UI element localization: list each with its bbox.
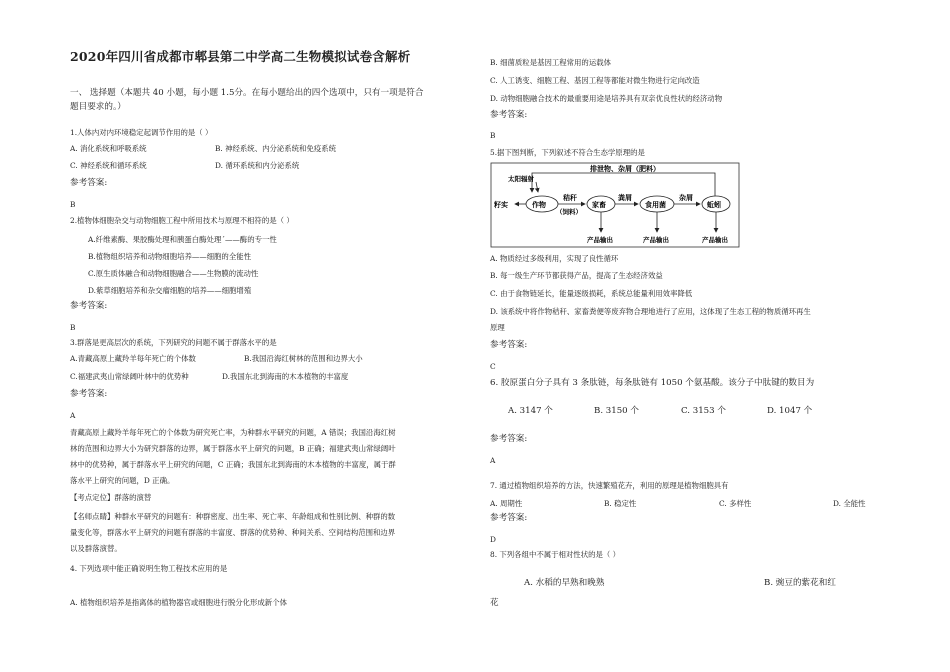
section-heading-line2: 题目要求的。）	[70, 102, 126, 112]
q8-option-b: B. 豌豆的紫花和红	[764, 578, 836, 588]
q1-option-c: C. 神经系统和循环系统	[70, 161, 147, 170]
q5-answer-label: 参考答案:	[490, 340, 528, 350]
q4-option-d: D. 动物细胞融合技术的最重要用途是培养具有双亲优良性状的经济动物	[490, 94, 723, 103]
manure-arrow	[532, 173, 715, 196]
q2-answer: B	[70, 323, 76, 332]
q6-option-a: A. 3147 个	[508, 406, 553, 416]
q1-option-d: D. 循环系统和内分泌系统	[215, 161, 300, 170]
section-heading-line1: 一、 选择题（本题共 40 小题，每小题 1.5分。在每小题给出的四个选项中，只有一项是符合	[70, 88, 424, 98]
q1-answer: B	[70, 200, 76, 209]
q3-tip-3: 以及群落演替。	[70, 544, 122, 553]
crop-label: 作物	[532, 201, 546, 209]
fungus-label: 食用菌	[645, 201, 666, 209]
seed-label: 籽实	[494, 201, 508, 209]
q2-option-c: C.原生质体融合和动物细胞融合——生物膜的流动性	[88, 269, 259, 278]
q3-explanation-4: 落水平上研究的问题，D 正确。	[70, 476, 175, 485]
q6-answer-label: 参考答案:	[490, 434, 528, 444]
q3-stem: 3.群落是更高层次的系统，下列研究的问题不属于群落水平的是	[70, 338, 277, 347]
sun-label: 太阳辐射	[508, 175, 534, 183]
livestock-label: 家畜	[592, 201, 606, 209]
q6-option-d: D. 1047 个	[767, 406, 813, 416]
q3-option-c: C.福建武夷山常绿阔叶林中的优势种	[70, 372, 189, 381]
worm-label: 蚯蚓	[707, 201, 721, 209]
q7-answer: D	[490, 535, 496, 544]
q5-answer: C	[490, 362, 496, 371]
q4-option-b: B. 细菌质粒是基因工程常用的运载体	[490, 58, 611, 67]
scrap-label: 杂屑	[679, 194, 693, 202]
q7-option-b: B. 稳定性	[604, 499, 637, 508]
q6-option-b: B. 3150 个	[594, 406, 639, 416]
q2-stem: 2.植物体细胞杂交与动物细胞工程中所用技术与原理不相符的是（ ）	[70, 216, 294, 225]
q7-stem: 7. 通过植物组织培养的方法，快速繁殖花卉，利用的原理是植物细胞具有	[490, 481, 729, 490]
q3-tip-2: 量变化等，群落水平上研究的问题有群落的丰富度、群落的优势种、种间关系、空间结构范围和边界	[70, 528, 396, 537]
sun-arrow	[536, 182, 538, 192]
ecology-diagram	[490, 162, 740, 248]
q3-answer: A	[70, 411, 76, 420]
q3-option-a: A.青藏高原上藏羚羊每年死亡的个体数	[70, 354, 196, 363]
q4-option-a: A. 植物组织培养是指离体的植物器官或细胞进行脱分化形成新个体	[70, 598, 287, 607]
output-label-3: 产品输出	[702, 236, 728, 244]
q3-tip-1: 【名师点睛】种群水平研究的问题有：种群密度、出生率、死亡率、年龄组成和性别比例、种群的数	[70, 512, 396, 521]
output-label-2: 产品输出	[643, 236, 669, 244]
q3-explanation-3: 林中的优势种，属于群落水平上研究的问题，C 正确；我国东北到海南的木本植物的丰富度，属于群	[70, 460, 396, 469]
q6-option-c: C. 3153 个	[681, 406, 726, 416]
q1-option-b: B. 神经系统、内分泌系统和免疫系统	[215, 144, 336, 153]
q8-stem: 8. 下列各组中不属于相对性状的是（ ）	[490, 550, 621, 559]
manure-label: 排泄物、杂屑（肥料）	[590, 165, 660, 173]
q3-option-d: D.我国东北到海南的木本植物的丰富度	[222, 372, 349, 381]
q5-option-c: C. 由于食物链延长，能量逐级损耗，系统总能量利用效率降低	[490, 289, 693, 298]
q2-option-a: A.纤维素酶、果胶酶处理和胰蛋白酶处理´——酶的专一性	[88, 235, 277, 244]
q6-stem: 6. 胶原蛋白分子具有 3 条肽链，每条肽链有 1050 个氨基酸。该分子中肽键的数目为	[490, 378, 815, 388]
q3-explanation-2: 林的范围和边界大小为研究群落的边界，属于群落水平上研究的问题，B 正确；福建武夷山常绿阔叶	[70, 444, 396, 453]
q7-option-d: D. 全能性	[833, 499, 866, 508]
q2-answer-label: 参考答案:	[70, 301, 108, 311]
q6-answer: A	[490, 456, 496, 465]
feed-label: （饲料）	[556, 208, 582, 216]
q4-option-c: C. 人工诱变、细胞工程、基因工程等都能对微生物进行定向改造	[490, 76, 700, 85]
q5-option-b: B. 每一级生产环节都获得产品，提高了生态经济效益	[490, 271, 663, 280]
q5-option-d-1: D. 该系统中将作物秸秆、家畜粪便等废弃物合理地进行了应用，这体现了生态工程的物质循环再生	[490, 307, 811, 316]
q7-option-a: A. 周期性	[490, 499, 523, 508]
q2-option-d: D.紫草细胞培养和杂交瘤细胞的培养——细胞增殖	[88, 286, 252, 295]
q5-stem: 5.据下图判断，下列叙述不符合生态学原理的是	[490, 148, 645, 157]
q3-key-point: 【考点定位】群落的演替	[70, 493, 152, 502]
q1-stem: 1.人体内对内环境稳定起调节作用的是（ ）	[70, 128, 213, 137]
q1-answer-label: 参考答案:	[70, 178, 108, 188]
q4-answer-label: 参考答案:	[490, 110, 528, 120]
q1-option-a: A. 消化系统和呼吸系统	[70, 144, 147, 153]
q2-option-b: B.植物组织培养和动物细胞培养——细胞的全能性	[88, 252, 251, 261]
q3-option-b: B.我国沿海红树林的范围和边界大小	[244, 354, 363, 363]
dung-label: 粪屑	[618, 194, 632, 202]
straw-label: 秸秆	[563, 194, 577, 202]
q7-answer-label: 参考答案:	[490, 513, 528, 523]
q3-answer-label: 参考答案:	[70, 389, 108, 399]
q3-explanation-1: 青藏高原上藏羚羊每年死亡的个体数为研究死亡率，为种群水平研究的问题，A 错误；我国沿海红树	[70, 428, 396, 437]
output-label-1: 产品输出	[587, 236, 613, 244]
q8-option-a: A. 水稻的早熟和晚熟	[524, 578, 605, 588]
q5-option-d-2: 原理	[490, 323, 505, 332]
page-title: 2020年四川省成都市郫县第二中学高二生物模拟试卷含解析	[70, 49, 411, 64]
q5-option-a: A. 物质经过多级利用，实现了良性循环	[490, 254, 619, 263]
q4-stem: 4. 下列选项中能正确说明生物工程技术应用的是	[70, 564, 228, 573]
q8-option-b-continued: 花	[490, 598, 499, 608]
q7-option-c: C. 多样性	[719, 499, 752, 508]
q4-answer: B	[490, 131, 496, 140]
